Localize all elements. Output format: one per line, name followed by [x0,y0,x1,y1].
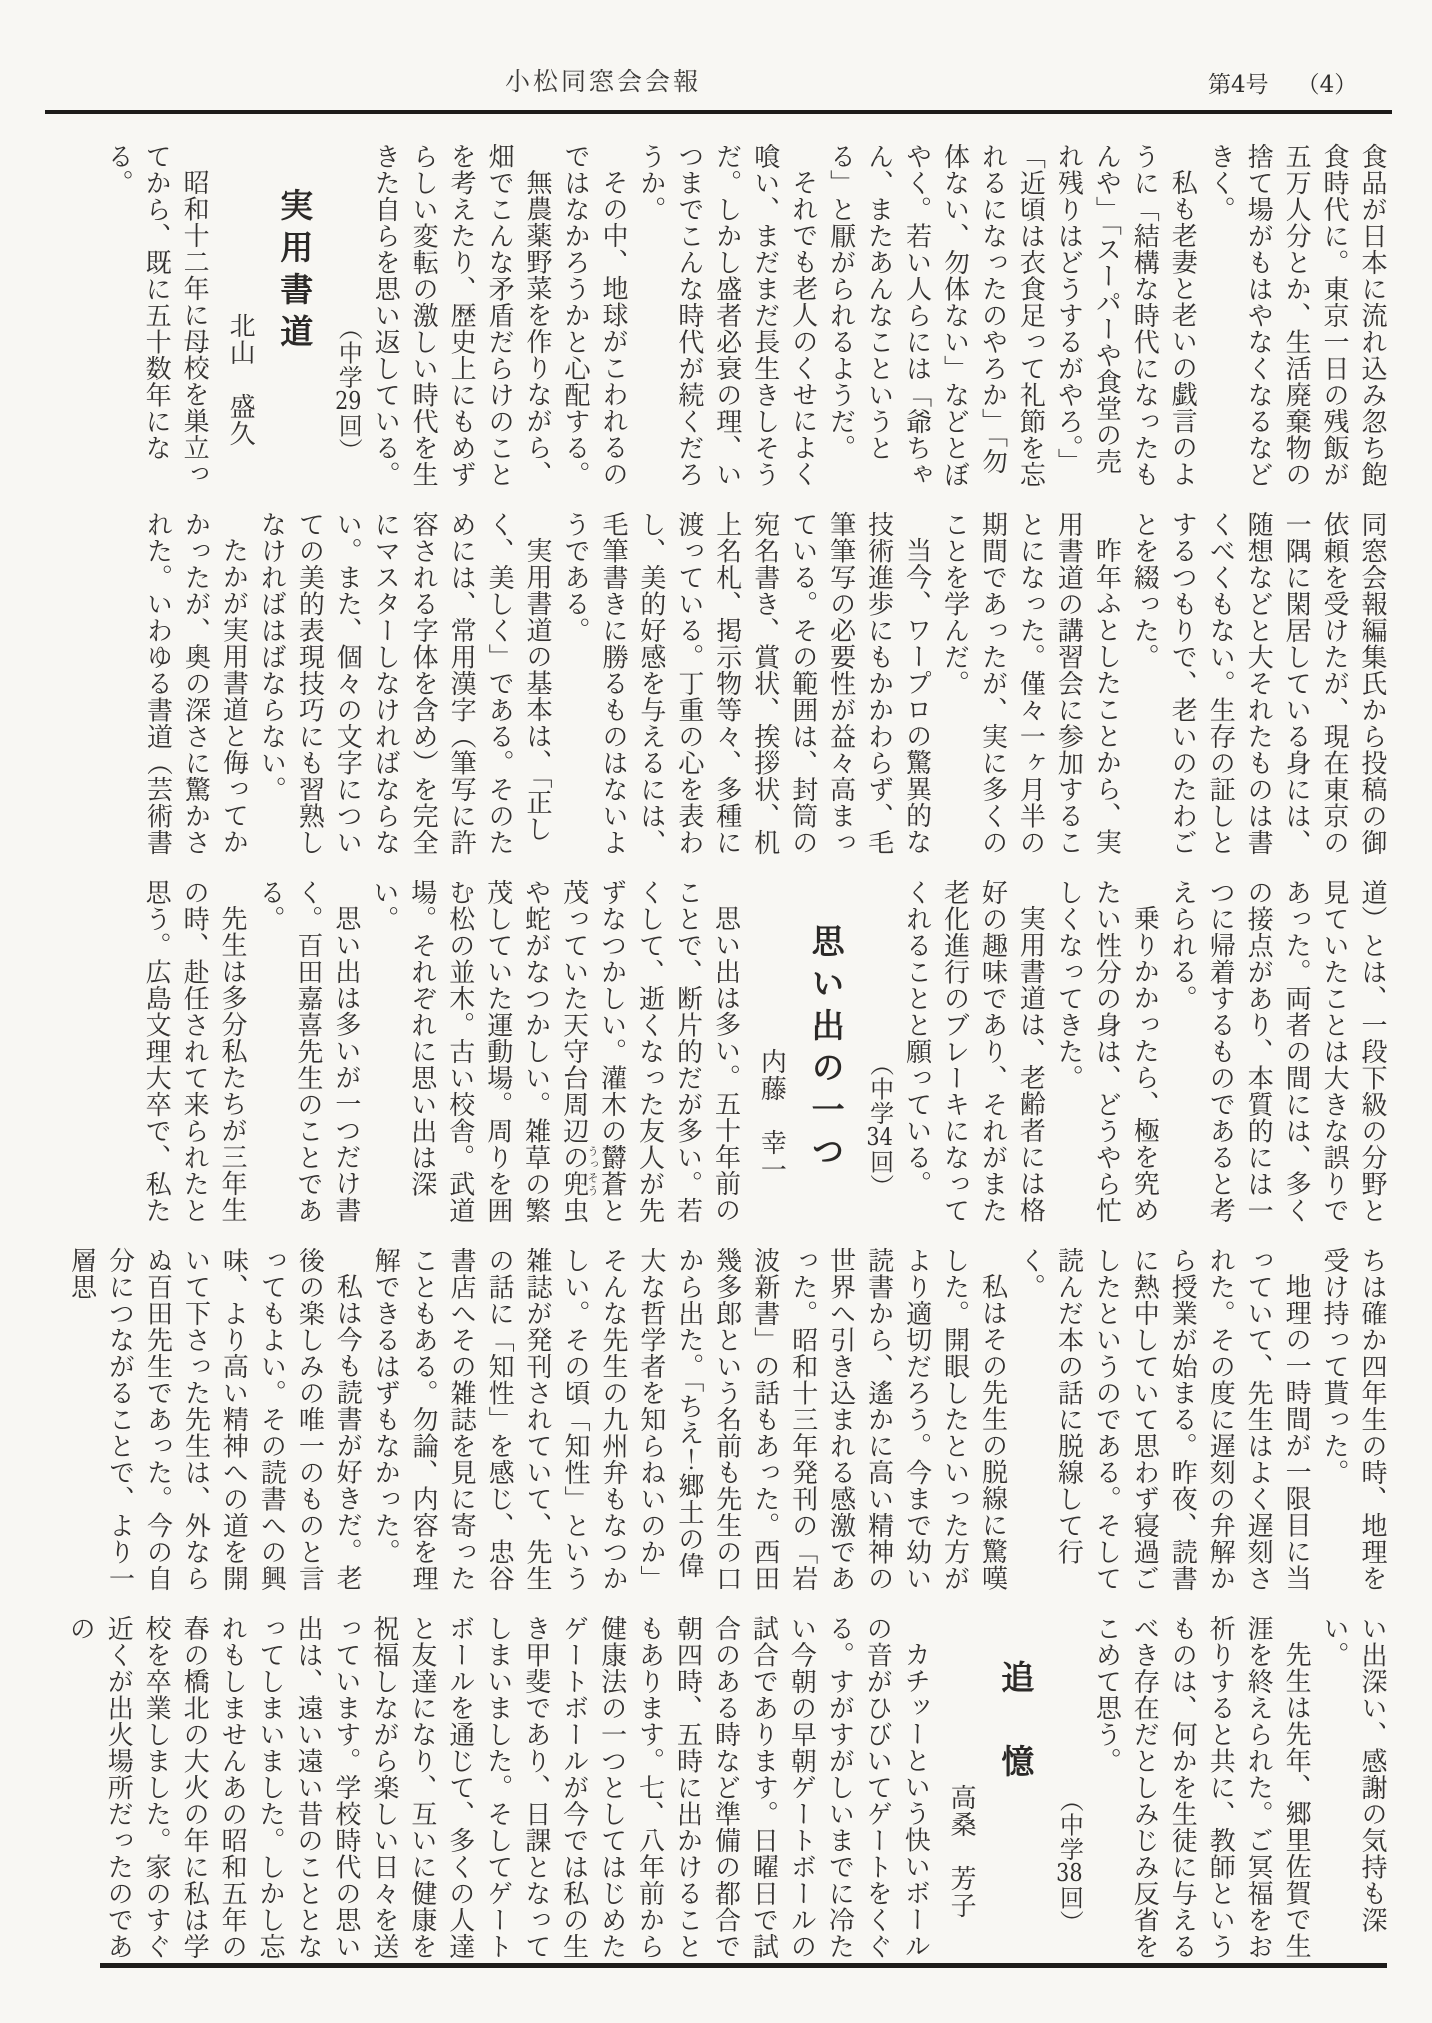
article-paragraph: ちは確か四年生の時、地理を受け持って貰った。 [1319,1247,1387,1592]
article-paragraph: カチッーという快いボールの音がひびいてゲートをくぐる。すがすがしいまでに冷たい今朝の早朝ゲートボールの試合であります。日曜日で試合のある時など準備の都合で朝四時、五時に出かけることもあります。七、八年前から健康法の一つとしてはじめたゲートボールが今では私の生き甲斐であり、日課となってしまいました。そしてゲートボールを通じて、多くの人達と友達になり、互いに健康を祝福しながら楽しい日々を送っています。学校時代の思い出は、遠い遠い昔のこととなってしまいました。しかし忘れもしませんあの昭和五年の春の橋北の大火の年に私は学校を卒業しました。家のすぐ近くが出火場所だったのであの [65,1615,931,1960]
article-credit: （中学38回） [1055,1787,1084,1935]
article-paragraph: たかが実用書道と侮ってかかったが、奥の深さに驚かされた。いわゆる書道（芸術書 [142,511,249,856]
ruby-annotated-word: 欝蒼うっそう [586,1144,627,1197]
article-author: 内藤 幸一 [756,1048,787,1183]
article-paragraph: 食品が日本に流れ込み忽ち飽食時代に。東京一日の残飯が五万人分とか、生活廃棄物の捨て場がもはやなくなるなどきく。 [1205,143,1387,488]
article-paragraph: 思い出は多い。五十年前のことで、断片的だが多い。若くして、逝くなった友人が先ずなつかしい。灌木の欝蒼うっそうと茂っていた天守台周辺の兜虫や蛇がなつかしい。雑草の繁茂していた運動場。周りを囲む松の並木。古い校舎。武道場。それぞれに思い出は深い。 [368,879,741,1224]
article-paragraph: 乗りかかったら、極を究めたい性分の身は、どうやら忙しくなってきた。 [1053,879,1160,1224]
article-author: 高桑 芳子 [946,1784,977,1919]
text-band-3 [136,879,1390,1227]
class-year-number: 34 [866,1125,893,1150]
issue-number: 第4号 [1208,72,1269,98]
article-paragraph: 実用書道の基本は、「正しく、美しく」である。そのためには、常用漢字（筆写に許容される字体を含め）を完全にマスターしなければならない。また、個々の文字についての美的表現技巧にも習熟しなければはばならない。 [256,511,553,856]
text-band-4 [62,1247,1390,1595]
article-paragraph: い出深い、感謝の気持も深い。 [1319,1615,1387,1933]
article-paragraph: 昭和十二年に母校を巣立ってから、既に五十数年になる。 [103,143,210,487]
article-author: 北山 盛久 [225,312,256,447]
text-band-5 [60,1615,1390,1963]
article-paragraph: 先生は多分私たちが三年生の時、赴任されて来られたと思う。広島文理大卒で、私た [141,879,248,1224]
header-divider-rule [45,110,1392,114]
footer-divider-rule [100,1963,1387,1968]
article-paragraph: 先生は先年、郷里佐賀で生涯を終えられた。ご冥福をお祈りすると共に、教師というものは、何かを生徒に与えるべき存在だとしみじみ反省をこめて思う。 [1091,1615,1312,1960]
article-paragraph: 無農薬野菜を作りながら、畑でこんな矛盾だらけのことを考えたり、歴史上にもめずらしい変転の激しい時代を生きた自らを思い返している。 [370,143,553,488]
article-credit: （中学34回） [865,1051,894,1199]
article-content [55,143,1390,1963]
article-paragraph: 思い出は多いが一つだけ書く。百田嘉喜先生のことである。 [254,879,361,1224]
article-paragraph: それでも老人のくせによく喰い、まだまだ長生きしそうだ。しかし盛者必衰の理、いつまでこんな時代が続くだろうか。 [635,143,818,488]
class-year-number: 38 [1056,1861,1083,1886]
article-paragraph: 昨年ふとしたことから、実用書道の講習会に参加することになった。僅々一ヶ月半の期間であったが、実に多くのことを学んだ。 [939,511,1122,856]
newsletter-title: 小松同窓会会報 [505,67,702,96]
issue-block [1208,66,1357,99]
text-band-1 [98,143,1390,491]
class-year-number: 29 [335,389,362,414]
article-paragraph: 地理の一時間が一限目に当っていて、先生はよく遅刻された。その度に遅刻の弁解から授業が始まる。昨夜、読書に熱中していて思わず寝過ごしたというのである。そして読んだ本の話に脱線して行く。 [1015,1247,1312,1592]
article-credit: （中学29回） [334,315,363,463]
article-paragraph: その中、地球がこわれるのではなかろうかと心配する。 [559,143,628,488]
text-band-2 [138,511,1390,859]
article-paragraph: 同窓会報編集氏から投稿の御依頼を受けたが、現在東京の一隅に閑居している身には、随想などと大それたものは書くべくもない。生存の証しとするつもりで、老いのたわごとを綴った。 [1129,511,1387,856]
article-title: 追 憶 [996,1659,1036,1786]
page-number: （4） [1296,72,1358,98]
article-paragraph: 道）とは、一段下級の分野と見ていたことは大きな誤りであった。両者の間には、多くの接点があり、本質的には一つに帰着するものであると考えられる。 [1167,879,1387,1224]
article-paragraph: 当今、ワープロの驚異的な技術進歩にもかかわらず、毛筆筆写の必要性が益々高まっている。その範囲は、封筒の宛名書き、賞状、挨拶状、机上名札、掲示物等々、多種に渡っている。丁重の心を表わし、美的好感を与えるには、毛筆書きに勝るものはないようである。 [559,511,932,856]
article-paragraph: 私は今も読書が好きだ。老後の楽しみの唯一のものと言ってもよい。その読書への興味、より高い精神への道を開いて下さった先生は、外ならぬ百田先生であった。今の自分につながることで、より一層思 [66,1247,363,1592]
article-paragraph: 私も老妻と老いの戯言のように「結構な時代になったもんや」「スーパーや食堂の売れ残りはどうするがやろ。」「近頃は衣食足って礼節を忘れるになったのやろか」「勿体ない、勿体ない」などとぼやく。若い人らには「爺ちゃん、またあんなこというとる」と厭がられるようだ。 [825,143,1198,488]
article-paragraph: 私はその先生の脱線に驚嘆した。開眼したといった方がより適切だろう。今まで幼い読書から、遙かに高い精神の世界へ引き込まれる感激であった。昭和十三年発刊の「岩波新書」の話もあった。西田幾多郎という名前も先生の口から出た。「ちえ！郷土の偉大な哲学者を知らねいのか」そんな先生の九州弁もなつかしい。その頃「知性」という雑誌が発刊されていて、先生の話に「知性」を感じ、忠谷書店へその雑誌を見に寄ったこともある。勿論、内容を理解できるはずもなかった。 [370,1247,1008,1592]
article-title: 実用書道 [275,187,315,356]
article-title: 思い出の一つ [806,923,846,1176]
article-paragraph: 実用書道は、老齢者には格好の趣味であり、それがまた老化進行のブレーキになってくれることと願っている。 [901,879,1046,1224]
